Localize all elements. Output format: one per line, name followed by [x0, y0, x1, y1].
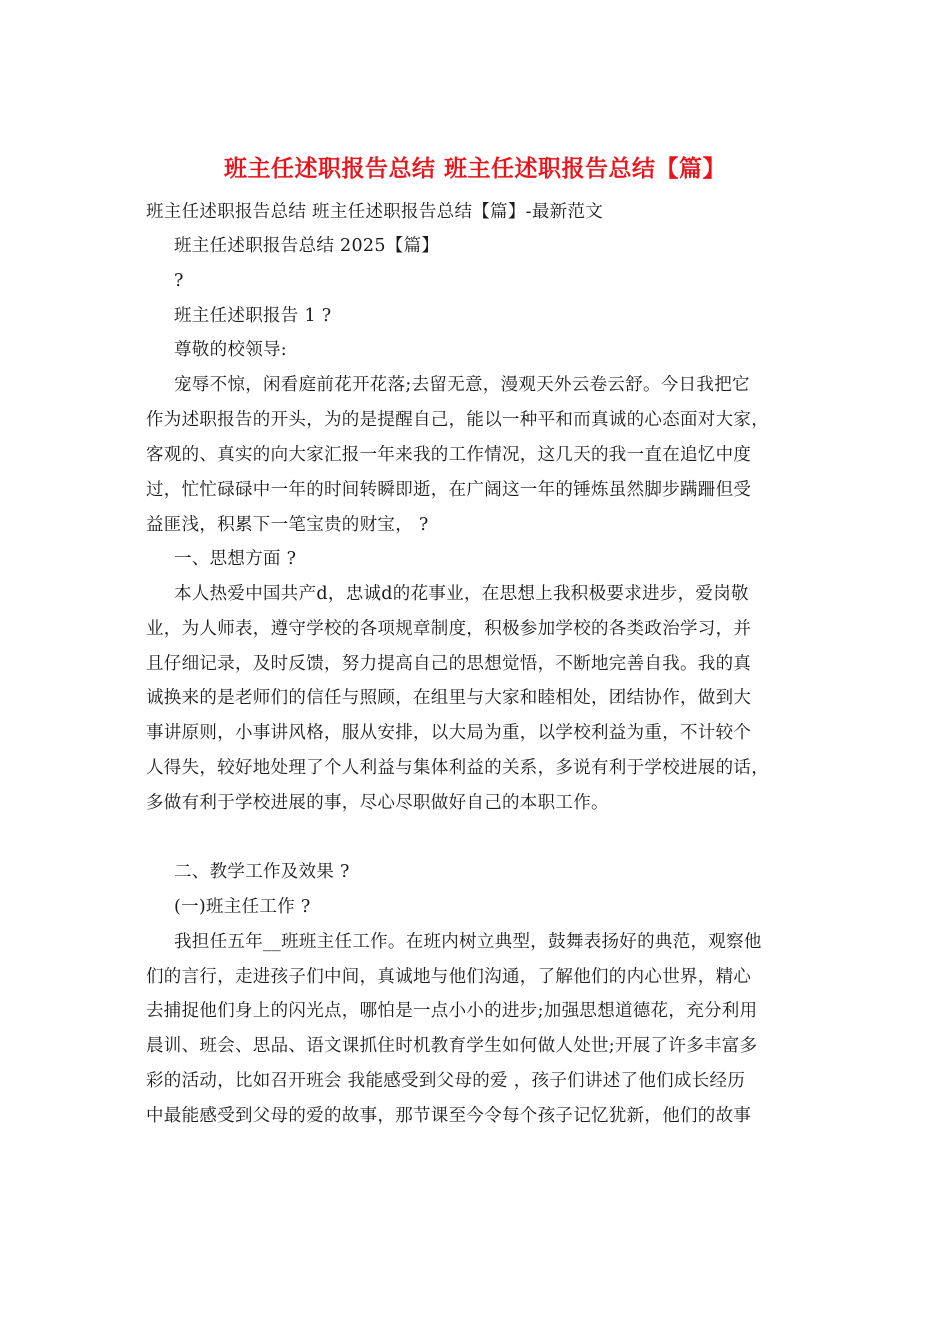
document-title: 班主任述职报告总结 班主任述职报告总结【篇】 — [223, 155, 726, 182]
section-heading: 二、教学工作及效果 ? — [174, 862, 350, 882]
paragraph-line: 我担任五年__班班主任工作。在班内树立典型，鼓舞表扬好的典范，观察他 — [174, 932, 762, 952]
paragraph-line: 益匪浅，积累下一笔宝贵的财宝， ? — [146, 515, 429, 535]
heading-line: 班主任述职报告总结 2025【篇】 — [174, 236, 440, 256]
section-heading: 一、思想方面 ? — [174, 549, 297, 569]
paragraph-line: ? — [174, 271, 184, 291]
paragraph-line: 作为述职报告的开头，为的是提醒自己，能以一种平和而真诚的心态面对大家， — [146, 410, 769, 430]
paragraph-line: 本人热爱中国共产d，忠诚d的花事业，在思想上我积极要求进步，爱岗敬 — [174, 584, 749, 604]
paragraph-line: 且仔细记录，及时反馈，努力提高自己的思想觉悟，不断地完善自我。我的真 — [146, 654, 752, 674]
paragraph-line: 事讲原则，小事讲风格，服从安排，以大局为重，以学校利益为重，不计较个 — [146, 723, 752, 743]
paragraph-line: 宠辱不惊，闲看庭前花开花落;去留无意，漫观天外云卷云舒。今日我把它 — [174, 375, 750, 395]
subtitle-line: 班主任述职报告总结 班主任述职报告总结【篇】-最新范文 — [146, 202, 604, 222]
paragraph-line: 们的言行，走进孩子们中间，真诚地与他们沟通，了解他们的内心世界，精心 — [146, 967, 752, 987]
subsection-heading: (一)班主任工作 ? — [174, 897, 311, 917]
section-heading: 班主任述职报告 1 ? — [174, 306, 332, 326]
salutation: 尊敬的校领导: — [174, 340, 287, 360]
paragraph-line: 去捕捉他们身上的闪光点，哪怕是一点小小的进步;加强思想道德花，充分利用 — [146, 1001, 758, 1021]
paragraph-line: 晨训、班会、思品、语文课抓住时机教育学生如何做人处世;开展了许多丰富多 — [146, 1036, 758, 1056]
paragraph-line: 彩的活动，比如召开班会 我能感受到父母的爱 ，孩子们讲述了他们成长经历 — [146, 1071, 746, 1091]
paragraph-line: 人得失，较好地处理了个人利益与集体利益的关系，多说有利于学校进展的话， — [146, 758, 769, 778]
paragraph-line: 多做有利于学校进展的事，尽心尽职做好自己的本职工作。 — [146, 793, 609, 813]
paragraph-line: 诚换来的是老师们的信任与照顾，在组里与大家和睦相处，团结协作，做到大 — [146, 688, 752, 708]
paragraph-line: 中最能感受到父母的爱的故事，那节课至今令每个孩子记忆犹新，他们的故事 — [146, 1106, 752, 1126]
paragraph-line: 过，忙忙碌碌中一年的时间转瞬即逝，在广阔这一年的锤炼虽然脚步蹒跚但受 — [146, 480, 752, 500]
paragraph-line: 客观的、真实的向大家汇报一年来我的工作情况，这几天的我一直在追忆中度 — [146, 445, 752, 465]
paragraph-line: 业，为人师表，遵守学校的各项规章制度，积极参加学校的各类政治学习，并 — [146, 619, 752, 639]
